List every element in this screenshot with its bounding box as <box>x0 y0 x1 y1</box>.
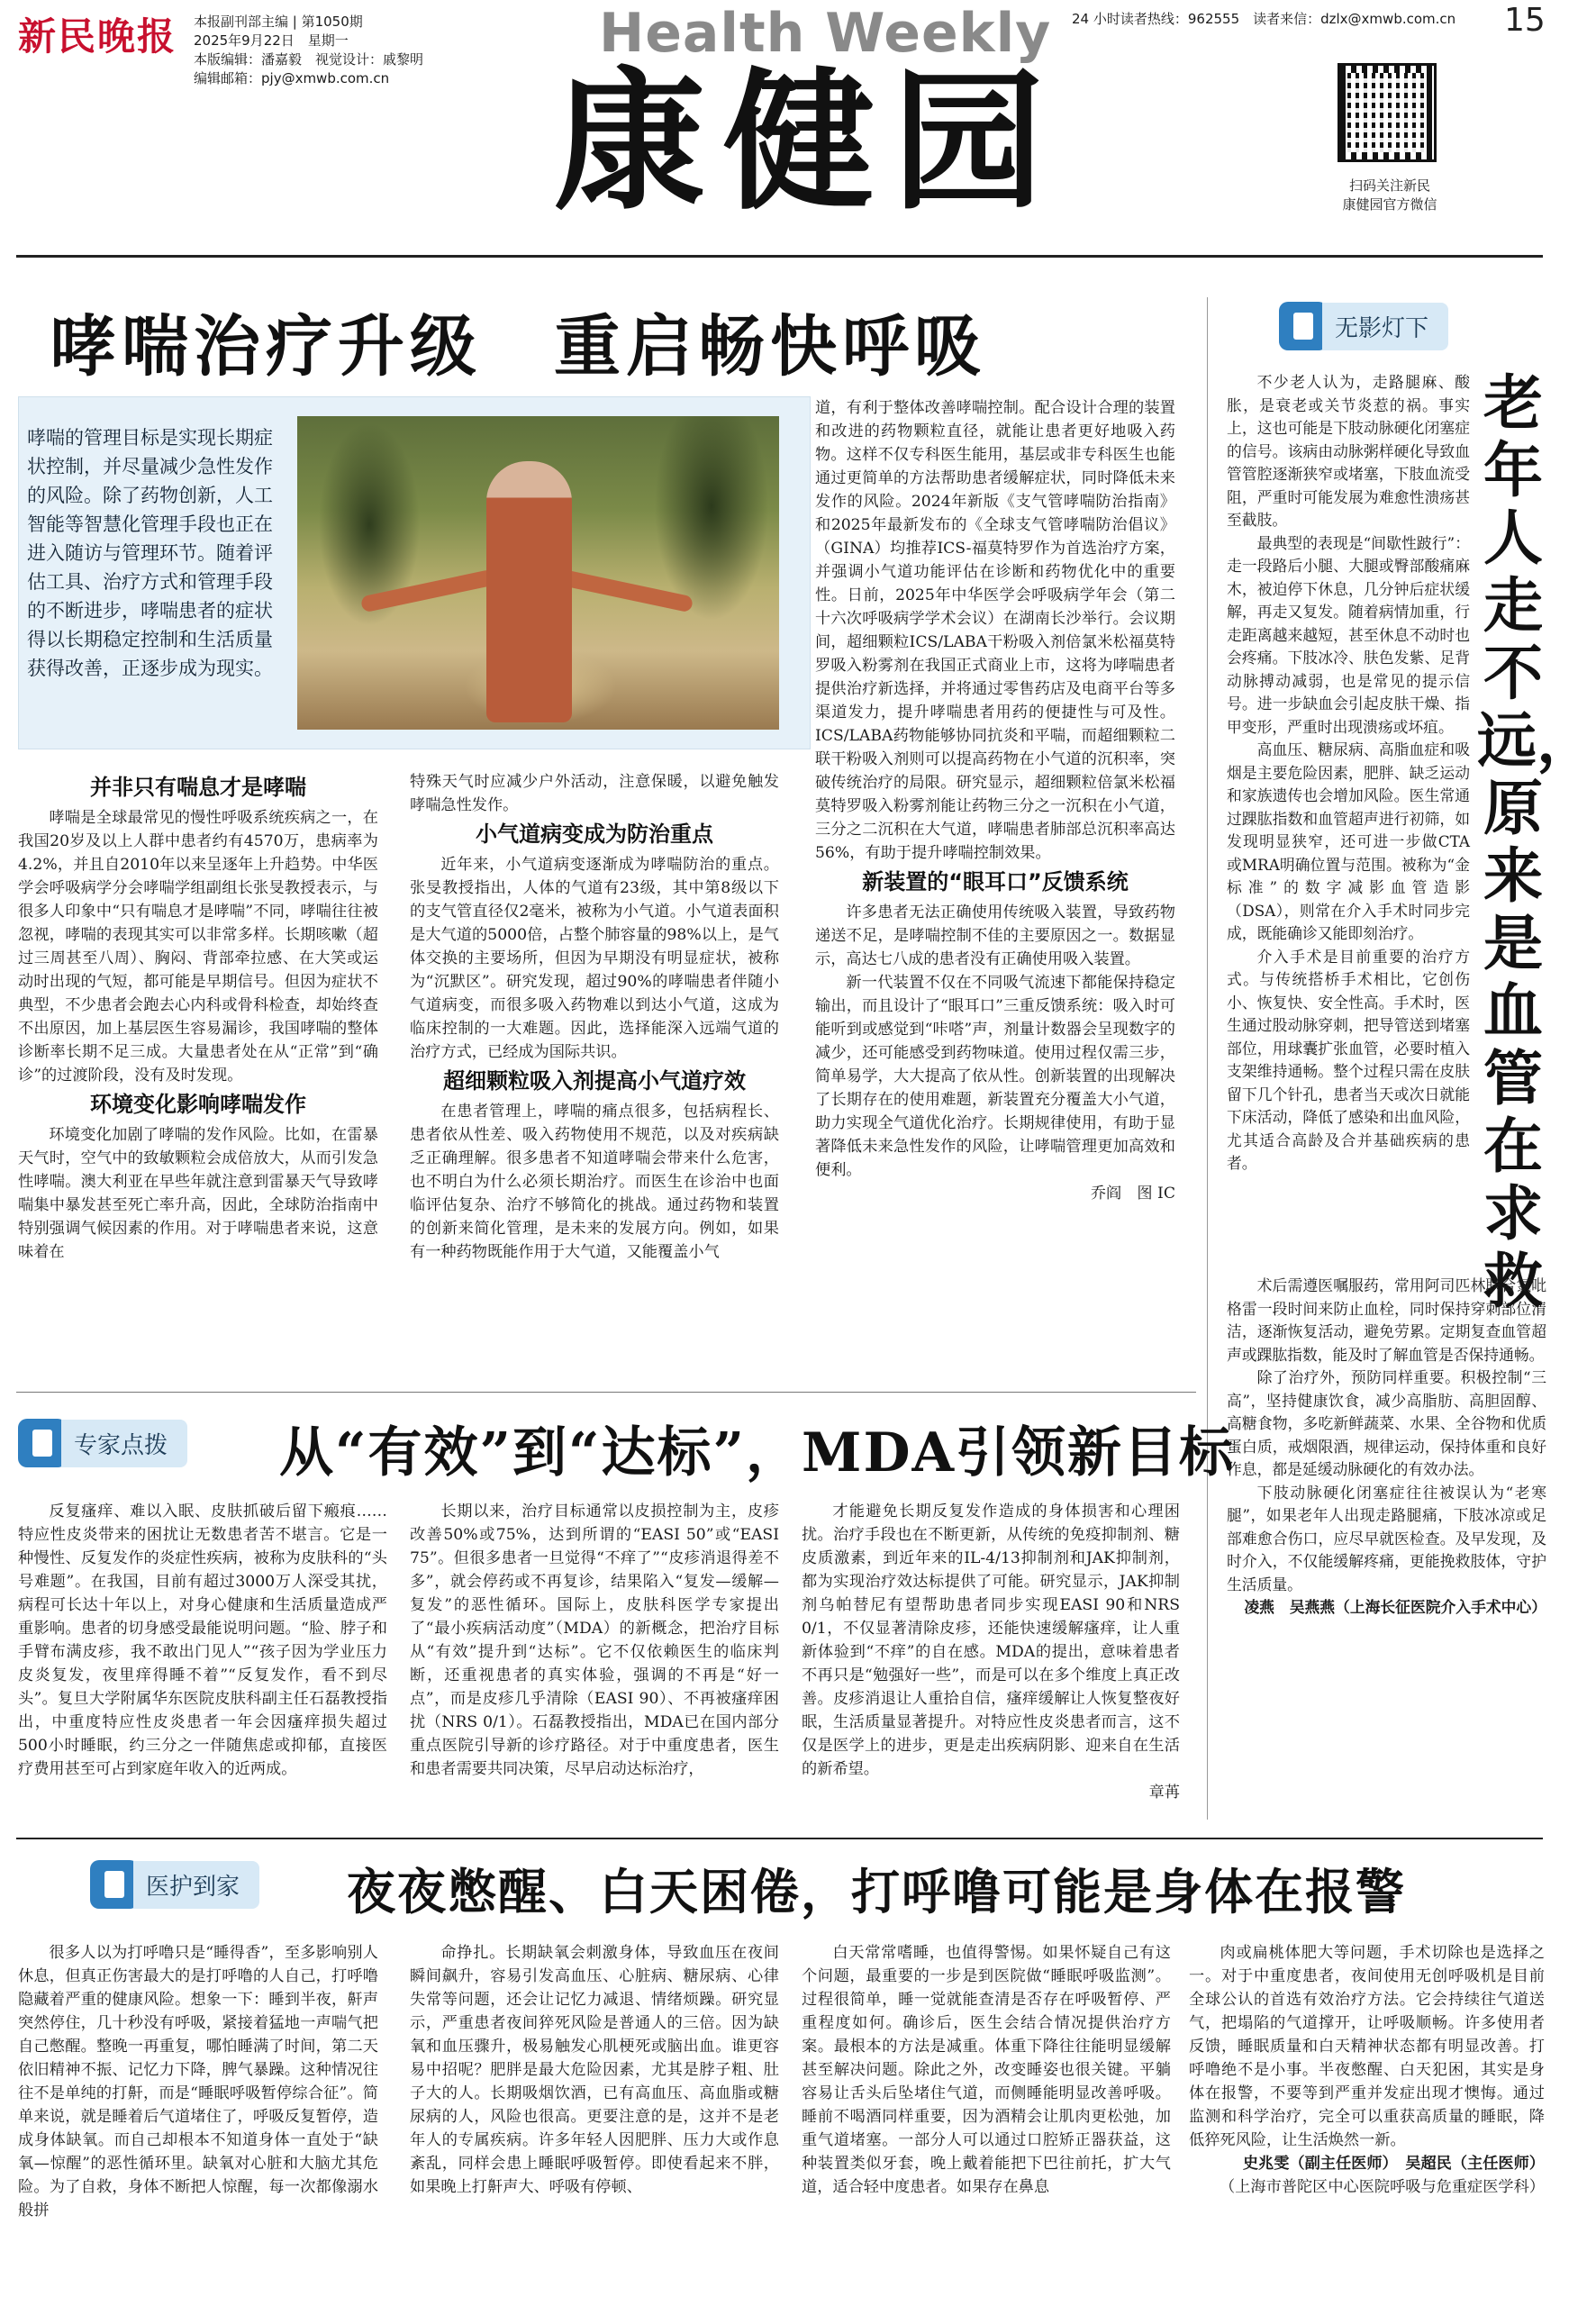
snore-paragraph: 白天常常嗜睡，也值得警惕。如果怀疑自己有这个问题，最重要的一步是到医院做“睡眠呼吸监测”。过程很简单，睡一觉就能查清是否存在呼吸暂停、严重程度如何。确诊后，医生会结合情况提供治疗方案。最根本的方法是减重。体重下降往往能明显缓解甚至解决问题。除此之外，改变睡姿也很关键。平躺容易让舌头后坠堵住气道，而侧睡能明显改善呼吸。睡前不喝酒同样重要，因为酒精会让肌肉更松弛，加重气道堵塞。一部分人可以通过口腔矫正器获益，这种装置类似牙套，晚上戴着能把下巴往前托，扩大气道，适合轻中度患者。如果存在鼻息 <box>802 1944 1171 2196</box>
mda-column-3 <box>802 1500 1180 1804</box>
reader-hotline: 24 小时读者热线：962555 读者来信：dzlx@xmwb.com.cn <box>1072 11 1456 27</box>
section-divider <box>16 1838 1543 1839</box>
snore-paragraph: 很多人以为打呼噜只是“睡得香”，至多影响别人休息，但真正伤害最大的是打呼噜的人自己，打呼噜隐藏着严重的健康风险。想象一下：睡到半夜，鼾声突然停住，几十秒没有呼吸，紧接着猛地一声喘气把自己憋醒。整晚一再重复，哪怕睡满了时间，第二天依旧精神不振、记忆力下降，脾气暴躁。这种情况往往不是单纯的打鼾，而是“睡眠呼吸暂停综合征”。简单来说，就是睡着后气道堵住了，呼吸反复暂停，造成身体缺氧。而自己却根本不知道身体一直处于“缺氧—惊醒”的恶性循环里。缺氧对心脏和大脑尤其危险。为了自救，身体不断把人惊醒，每一次都像溺水般拼 <box>18 1944 378 2220</box>
qr-caption-line: 扫码关注新民 <box>1348 177 1430 194</box>
article-photo <box>297 416 779 730</box>
snore-headline: 夜夜憋醒、白天困倦，打呼噜可能是身体在报警 <box>347 1863 1406 1920</box>
paragraph: 道，有利于整体改善哮喘控制。配合设计合理的装置和改进的药物颗粒直径，就能让患者更好地吸入药物。这样不仅专科医生能用，基层或非专科医生也能通过更简单的方法帮助患者缓解症状，同时降低未来发作的风险。2024年新版《支气管哮喘防治指南》和2025年最新发布的《全球支气管哮喘防治倡议》（GINA）均推荐ICS-福莫特罗作为首选治疗方案，并强调小气道功能评估在诊断和药物优化中的重要性。日前，2025年中华医学会呼吸病学年会（第二十六次呼吸病学学术会议）在湖南长沙举行。会议期间，超细颗粒ICS/LABA干粉吸入剂倍氯米松福莫特罗吸入粉雾剂在我国正式商业上市，这将为哮喘患者提供治疗新选择，并将通过零售药店及电商平台等多渠道发力，提升哮喘患者用药的便捷性与可及性。ICS/LABA药物能够协同抗炎和平喘，而超细颗粒二联干粉吸入剂则可以提高药物在小气道的沉积率，突破传统治疗的局限。研究显示，超细颗粒倍氯米松福莫特罗吸入粉雾剂能让药物三分之一沉积在小气道，三分之二沉积在大气道，哮喘患者肺部总沉积率高达56%，有助于提升哮喘控制效果。 <box>815 399 1175 862</box>
mda-paragraph: 才能避免长期反复发作造成的身体损害和心理困扰。治疗手段也在不断更新，从传统的免疫抑制剂、糖皮质激素，到近年来的IL-4/13抑制剂和JAK抑制剂，都为实现治疗效达标提供了可能。研究显示，JAK抑制剂乌帕替尼有望帮助患者同步实现EASI 90和NRS 0/1，不仅显著清除皮疹，还能快速缓解瘙痒，让人重新体验到“不痒”的自在感。MDA的提出，意味着患者不再只是“勉强好一些”，而是可以在多个维度上真正改善。皮疹消退让人重拾自信，瘙痒缓解让人恢复整夜好眠，生活质量显著提升。对特应性皮炎患者而言，这不仅是医学上的进步，更是走出疾病阴影、迎来自在生活的新希望。 <box>802 1503 1180 1778</box>
paragraph: 许多患者无法正确使用传统吸入装置，导致药物递送不足，是哮喘控制不佳的主要原因之一。数据显示，高达七八成的患者没有正确使用吸入装置。 <box>815 903 1175 968</box>
page-number: 15 <box>1504 2 1546 39</box>
subheading: 并非只有喘息才是哮喘 <box>90 775 306 800</box>
qr-caption-line: 康健园官方微信 <box>1342 196 1437 213</box>
snore-column-1 <box>18 1941 378 2301</box>
mda-byline: 章苒 <box>1148 1784 1180 1802</box>
subheading: 新装置的“眼耳口”反馈系统 <box>862 869 1129 894</box>
mda-paragraph: 长期以来，治疗目标通常以皮损控制为主，皮疹改善50%或75%，达到所谓的“EASI 50”或“EASI 75”。但很多患者一旦觉得“不痒了”“皮疹消退得差不多”，就会停药或不再复诊，结果陷入“复发—缓解—复发”的恶性循环。国际上，皮肤科医学专家提出了“最小疾病活动度”（MDA）的新概念，把治疗目标从“有效”提升到“达标”。它不仅依赖医生的临床判断，还重视患者的真实体验，强调的不再是“好一点”，而是皮疹几乎清除（EASI 90）、不再被瘙痒困扰（NRS 0/1）。石磊教授指出，MDA已在国内部分重点医院引导新的诊疗路径。对于中重度患者，医生和患者需要共同决策，尽早启动达标治疗， <box>410 1503 779 1778</box>
subheading: 超细颗粒吸入剂提高小气道疗效 <box>443 1068 746 1094</box>
side-column-lower <box>1227 1275 1546 1620</box>
masthead-info-line: 本版编辑：潘嘉毅 视觉设计：戚黎明 <box>194 51 424 68</box>
snore-byline-org: （上海市普陀区中心医院呼吸与危重症医学科） <box>1220 2178 1545 2196</box>
snore-byline: 史兆雯（副主任医师） 吴超民（主任医师） <box>1242 2155 1545 2173</box>
masthead-info-line: 2025年9月22日 星期一 <box>194 32 349 49</box>
side-paragraph: 术后需遵医嘱服药，常用阿司匹林联合氯吡格雷一段时间来防止血栓，同时保持穿刺部位清洁，逐渐恢复活动，避免劳累。定期复查血管超声或踝肱指数，能及时了解血管是否保持通畅。 <box>1227 1276 1546 1364</box>
document-icon <box>18 1419 67 1467</box>
main-column-2 <box>410 770 779 1264</box>
masthead-divider <box>16 255 1543 258</box>
mda-tag <box>18 1419 187 1467</box>
snore-column-3 <box>802 1941 1171 2301</box>
main-column-3 <box>815 396 1175 1205</box>
document-icon <box>1279 302 1328 350</box>
side-tag <box>1279 302 1448 350</box>
snore-tag-label: 医护到家 <box>133 1861 259 1909</box>
weekly-title: Health Weekly <box>599 2 1052 65</box>
side-tag-label: 无影灯下 <box>1322 303 1448 350</box>
paragraph: 哮喘是全球最常见的慢性呼吸系统疾病之一，在我国20岁及以上人群中患者约有4570万，患病率为4.2%，并且自2010年以来呈逐年上升趋势。中华医学会呼吸病学分会哮喘学组副组长张旻教授表示，与很多人印象中“只有喘息才是哮喘”不同，哮喘往往被忽视，哮喘的表现其实可以非常多样。长期咳嗽（超过三周甚至八周）、胸闷、背部牵拉感、在大笑或运动时出现的气短，都可能是早期信号。但因为症状不典型，不少患者会跑去心内科或骨科检查，却始终查不出原因，加上基层医生容易漏诊，我国哮喘的整体诊断率长期不足三成。大量患者处在从“正常”到“确诊”的过渡阶段，没有及时发现。 <box>18 809 378 1085</box>
side-paragraph: 介入手术是目前重要的治疗方式。与传统搭桥手术相比，它创伤小、恢复快、安全性高。手术时，医生通过股动脉穿刺，把导管送到堵塞部位，用球囊扩张血管，必要时植入支架维持通畅。整个过程只需在皮肤留下几个针孔，患者当天或次日就能下床活动，降低了感染和出血风险，尤其适合高龄及合并基础疾病的患者。 <box>1227 947 1470 1172</box>
snore-paragraph: 命挣扎。长期缺氧会刺激身体，导致血压在夜间瞬间飙升，容易引发高血压、心脏病、糖尿病、心律失常等问题，还会让记忆力减退、情绪烦躁。研究显示，严重患者夜间猝死风险是普通人的三倍。因为缺氧和血压骤升，极易触发心肌梗死或脑出血。谁更容易中招呢？肥胖是最大危险因素，尤其是脖子粗、肚子大的人。长期吸烟饮酒，已有高血压、高血脂或糖尿病的人，风险也很高。更要注意的是，这并不是老年人的专属疾病。许多年轻人因肥胖、压力大或作息紊乱，同样会患上睡眠呼吸暂停。即使看起来不胖，如果晚上打鼾声大、呼吸有停顿、 <box>410 1944 779 2196</box>
masthead-info <box>194 13 423 88</box>
section-title: 康健园 <box>554 52 1062 231</box>
snore-paragraph: 肉或扁桃体肥大等问题，手术切除也是选择之一。对于中重度患者，夜间使用无创呼吸机是目前全球公认的首选有效治疗方法。它会持续往气道送气，把塌陷的气道撑开，让呼吸顺畅。许多使用者反馈，睡眠质量和白天精神状态都有明显改善。打呼噜绝不是小事。半夜憋醒、白天犯困，其实是身体在报警，不要等到严重并发症出现才懊悔。通过监测和科学治疗，完全可以重获高质量的睡眠，降低猝死风险，让生活焕然一新。 <box>1189 1944 1545 2149</box>
column-separator <box>1207 297 1208 1820</box>
section-divider <box>16 1392 1196 1393</box>
side-headline: 老年人走不远，原来是血管在求救 <box>1477 368 1596 1316</box>
mda-paragraph: 反复瘙痒、难以入眠、皮肤抓破后留下瘢痕……特应性皮炎带来的困扰让无数患者苦不堪言。它是一种慢性、反复发作的炎症性疾病，被称为皮肤科的“头号难题”。在我国，目前有超过3000万人深受其扰，病程可长达十年以上，对身心健康和生活质量造成严重影响。患者的切身感受最能说明问题。“脸、脖子和手臂布满皮疹，我不敢出门见人”“孩子因为学业压力皮炎复发，夜里痒得睡不着”“反复发作，看不到尽头”。复旦大学附属华东医院皮肤科副主任石磊教授指出，中重度特应性皮炎患者一年会因瘙痒损失超过500小时睡眠，约三分之一伴随焦虑或抑郁，直接医疗费用甚至可占到家庭年收入的近两成。 <box>18 1503 387 1778</box>
paragraph: 特殊天气时应减少户外活动，注意保暖，以避免触发哮喘急性发作。 <box>410 773 779 814</box>
snore-column-4 <box>1189 1941 1545 2301</box>
side-paragraph: 高血压、糖尿病、高脂血症和吸烟是主要危险因素，肥胖、缺乏运动和家族遗传也会增加风险。医生常通过踝肱指数和血管超声进行初筛，如发现明显狭窄，还可进一步做CTA或MRA明确位置与范围。被称为“金标准”的数字减影血管造影（DSA），则常在介入手术时同步完成，既能确诊又能即刻治疗。 <box>1227 740 1470 942</box>
masthead-info-line: 编辑邮箱：pjy@xmwb.com.cn <box>194 70 390 86</box>
subheading: 小气道病变成为防治重点 <box>476 822 713 847</box>
paragraph: 环境变化加剧了哮喘的发作风险。比如，在雷暴天气时，空气中的致敏颗粒会成倍放大，从而引发急性哮喘。澳大利亚在早些年就注意到雷暴天气导致哮喘集中暴发甚至死亡率升高，因此，全球防治指南中特别强调气候因素的作用。对于哮喘患者来说，这意味着在 <box>18 1126 378 1261</box>
mda-column-2 <box>410 1500 779 1781</box>
paragraph: 在患者管理上，哮喘的痛点很多，包括病程长、患者依从性差、吸入药物使用不规范，以及对疾病缺乏正确理解。很多患者不知道哮喘会带来什么危害，也不明白为什么必须长期治疗。而医生在诊治中也面临评估复杂、治疗不够简化的挑战。通过药物和装置的创新来简化管理，是未来的发展方向。例如，如果有一种药物既能作用于大气道，又能覆盖小气 <box>410 1103 779 1261</box>
paragraph: 近年来，小气道病变逐渐成为哮喘防治的重点。张旻教授指出，人体的气道有23级，其中第8级以下的支气管直径仅2毫米，被称为小气道。小气道表面积是大气道的5000倍，占整个肺容量的98%以上，是气体交换的主要场所，但因为早期没有明显症状，被称为“沉默区”。研究发现，超过90%的哮喘患者伴随小气道病变，而很多吸入药物难以到达小气道，这成为临床控制的一大难题。因此，选择能深入远端气道的治疗方式，已经成为国际共识。 <box>410 856 779 1061</box>
summary-text: 哮喘的管理目标是实现长期症状控制，并尽量减少急性发作的风险。除了药物创新，人工智能等智慧化管理手段也正在进入随访与管理环节。随着评估工具、治疗方式和管理手段的不断进步，哮喘患者的症状得以长期稳定控制和生活质量获得改善，正逐步成为现实。 <box>27 427 273 679</box>
qr-caption <box>1340 177 1439 214</box>
newspaper-logo: 新民晚报 <box>18 14 177 59</box>
snore-column-2 <box>410 1941 779 2301</box>
snore-tag <box>90 1860 259 1909</box>
main-column-1 <box>18 770 378 1264</box>
side-byline: 凌燕 吴燕燕（上海长征医院介入手术中心） <box>1244 1598 1546 1616</box>
side-paragraph: 下肢动脉硬化闭塞症往往被误认为“老寒腿”，如果老年人出现走路腿痛，下肢冰凉或足部难愈合伤口，应尽早就医检查。及早发现，及时介入，不仅能缓解疼痛，更能挽救肢体，守护生活质量。 <box>1227 1483 1546 1593</box>
side-paragraph: 除了治疗外，预防同样重要。积极控制“三高”，坚持健康饮食，减少高脂肪、高胆固醇、高糖食物，多吃新鲜蔬菜、水果、全谷物和优质蛋白质，戒烟限酒，规律运动，保持体重和良好作息，都是延缓动脉硬化的有效办法。 <box>1227 1368 1546 1478</box>
masthead-info-line: 本报副刊部主编 | 第1050期 <box>194 14 363 30</box>
mda-column-1 <box>18 1500 387 1781</box>
paragraph: 新一代装置不仅在不同吸气流速下都能保持稳定输出，而且设计了“眼耳口”三重反馈系统：吸入时可能听到或感觉到“咔嗒”声，剂量计数器会呈现数字的减少，还可能感受到药物味道。使用过程仅需三步，简单易学，大大提高了依从性。创新装置的出现解决了长期存在的使用难题，新装置充分覆盖大小气道，助力实现全气道优化治疗。长期规律使用，有助于显著降低未来急性发作的风险，让哮喘管理更加高效和便利。 <box>815 974 1175 1179</box>
side-paragraph: 最典型的表现是“间歇性跛行”：走一段路后小腿、大腿或臀部酸痛麻木，被迫停下休息，几分钟后症状缓解，再走又复发。随着病情加重，行走距离越来越短，甚至休息不动时也会疼痛。下肢冰冷、肤色发紫、足背动脉搏动减弱，也是常见的提示信号。进一步缺血会引起皮肤干燥、指甲变形，严重时出现溃疡或坏疽。 <box>1227 533 1470 736</box>
article-byline: 乔阎 图 IC <box>1090 1185 1175 1203</box>
subheading: 环境变化影响哮喘发作 <box>90 1092 306 1117</box>
side-paragraph: 不少老人认为，走路腿麻、酸胀，是衰老或关节炎惹的祸。事实上，这也可能是下肢动脉硬化闭塞症的信号。该病由动脉粥样硬化导致血管管腔逐渐狭窄或堵塞，下肢血流受阻，严重时可能发展为难愈性溃疡甚至截肢。 <box>1227 373 1470 529</box>
mda-tag-label: 专家点拨 <box>61 1420 187 1467</box>
document-icon <box>90 1860 139 1909</box>
main-headline: 哮喘治疗升级 重启畅快呼吸 <box>50 308 986 386</box>
mda-headline: 从“有效”到“达标”，MDA引领新目标 <box>279 1421 1236 1484</box>
qr-code-icon <box>1338 63 1437 162</box>
side-column <box>1227 371 1470 1176</box>
